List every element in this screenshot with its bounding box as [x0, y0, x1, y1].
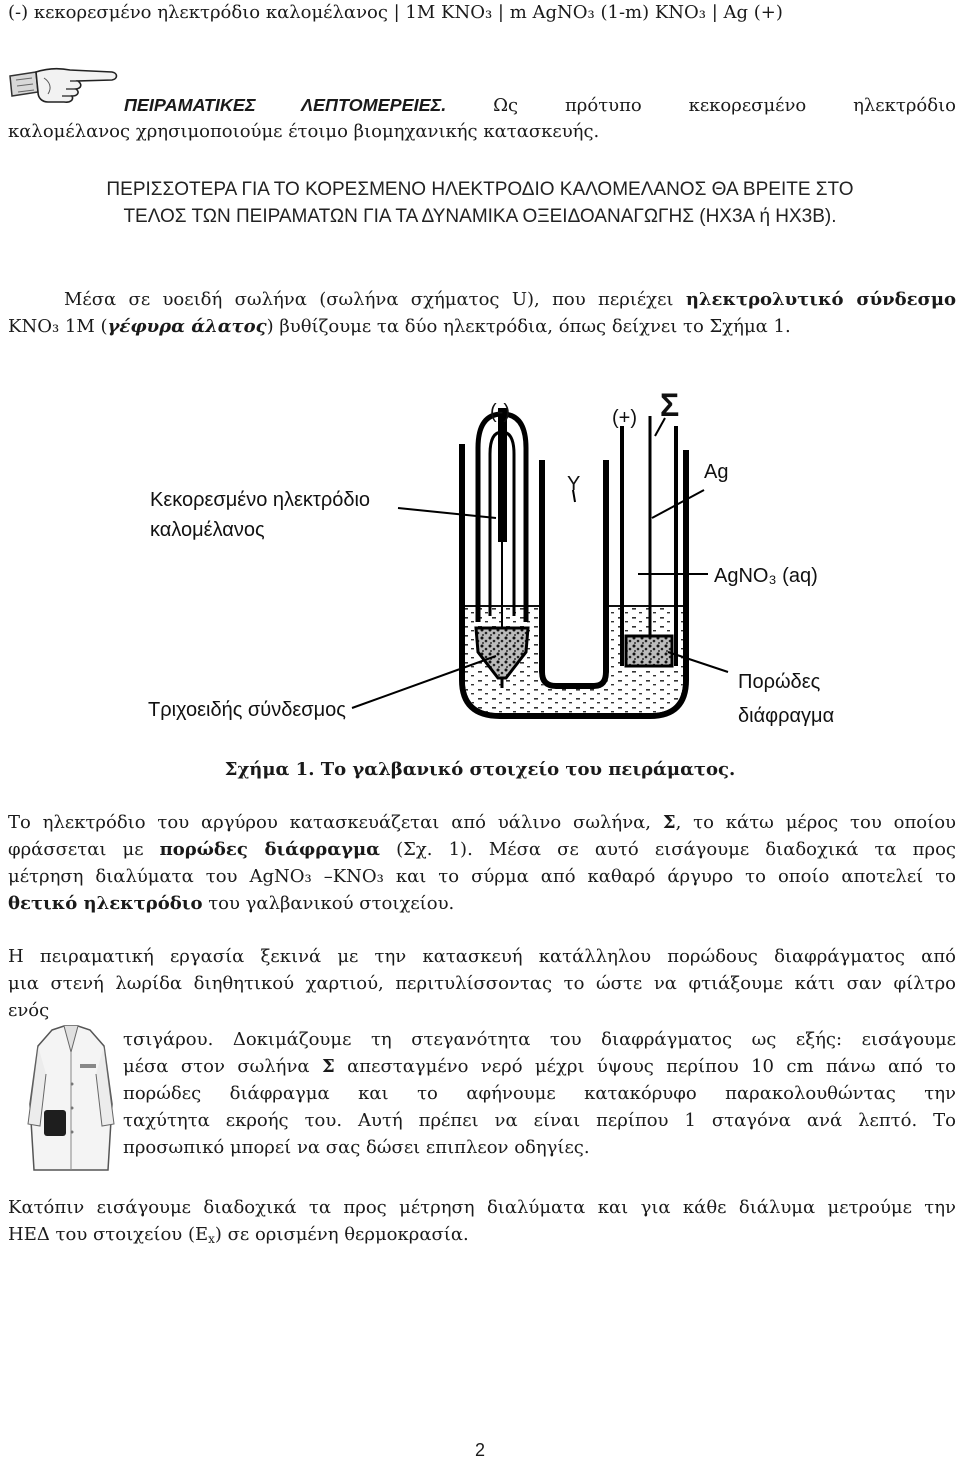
details-title: ΠΕΙΡΑΜΑΤΙΚΕΣ ΛΕΠΤΟΜΕΡΕΙΕΣ.: [124, 95, 447, 115]
label-ag: Ag: [704, 461, 729, 483]
lab-coat-icon: [24, 1024, 118, 1174]
label-agno3: AgNO₃ (aq): [714, 565, 818, 587]
para3-line-3: ενός: [8, 1000, 50, 1021]
label-sigma: Σ: [660, 387, 680, 423]
page-number: 2: [474, 1440, 485, 1460]
para1-line-2: KNO₃ 1M (γέφυρα άλατος) βυθίζουμε τα δύο ηλεκτρόδια, όπως δείχνει το Σχήμα 1.: [8, 316, 791, 337]
label-porous-2: διάφραγμα: [738, 705, 835, 727]
para2-line-2: φράσσεται με πορώδες διάφραγμα (Σχ. 1). Μέσα σε αυτό εισάγουμε διαδοχικά τα προς: [8, 839, 956, 860]
figure-caption: Σχήμα 1. Το γαλβανικό στοιχείο του πειράματος.: [224, 759, 736, 780]
para3-line-5: μέσα στον σωλήνα Σ απεσταγμένο νερό μέχρι ύψους περίπου 10 cm πάνω από το: [123, 1056, 956, 1077]
para3-line-1: Η πειραματική εργασία ξεκινά με την κατασκευή κατάλληλου πορώδους διαφράγματος από: [8, 946, 956, 967]
cell-notation: (-) κεκορεσμένο ηλεκτρόδιο καλομέλανος | 1M KNO₃ | m AgNO₃ (1-m) KNO₃ | Ag (+): [8, 2, 783, 23]
calomel-electrode: [476, 408, 528, 688]
para2-line-3: μέτρηση διαλύματα του AgNO₃ –KNO₃ και το σύρμα από καθαρό άργυρο το οποίο αποτελεί το: [8, 866, 956, 887]
details-line-1: ΠΕΙΡΑΜΑΤΙΚΕΣ ΛΕΠΤΟΜΕΡΕΙΕΣ. Ως πρότυπο κεκορεσμένο ηλεκτρόδιο: [124, 95, 956, 116]
label-minus: (-): [490, 401, 510, 423]
para3-line-7: ταχύτητα εκροής του. Αυτή πρέπει να είναι περίπου 1 σταγόνα ανά λεπτό. Το: [123, 1110, 956, 1131]
details-line-2: καλομέλανος χρησιμοποιούμε έτοιμο βιομηχανικής κατασκευής.: [8, 121, 600, 142]
para2-line-1: Το ηλεκτρόδιο του αργύρου κατασκευάζεται από υάλινο σωλήνα, Σ, το κάτω μέρος του οποίου: [8, 812, 956, 833]
note-line-2: ΤΕΛΟΣ ΤΩΝ ΠΕΙΡΑΜΑΤΩΝ ΓΙΑ ΤΑ ΔΥΝΑΜΙΚΑ ΟΞΕΙΔΟΑΝΑΓΩΓΗΣ (ΗΧ3Α ή ΗΧ3Β).: [123, 206, 837, 227]
para3-line-4: τσιγάρου. Δοκιμάζουμε τη στεγανότητα του διαφράγματος ως εξής: εισάγουμε: [123, 1029, 956, 1050]
label-y: Y: [567, 473, 581, 495]
label-calomel-1: Κεκορεσμένο ηλεκτρόδιο: [150, 489, 371, 511]
label-capillary: Τριχοειδής σύνδεσμος: [148, 699, 346, 721]
para1-line-1: Μέσα σε υοειδή σωλήνα (σωλήνα σχήματος U), που περιέχει ηλεκτρολυτικό σύνδεσμο: [64, 289, 957, 310]
para4-line-2: ΗΕΔ του στοιχείου $(E_x)$ σε ορισμένη θερμοκρασία.: [8, 1224, 469, 1246]
note-line-1: ΠΕΡΙΣΣΟΤΕΡΑ ΓΙΑ ΤΟ ΚΟΡΕΣΜΕΝΟ ΗΛΕΚΤΡΟΔΙΟ ΚΑΛΟΜΕΛΑΝΟΣ ΘΑ ΒΡΕΙΤΕ ΣΤΟ: [106, 179, 854, 200]
para4-line-1: Κατόπιν εισάγουμε διαδοχικά τα προς μέτρηση διαλύματα και για κάθε διάλυμα μετρούμε την: [8, 1197, 956, 1218]
para3-line-2: μια στενή λωρίδα διηθητικού χαρτιού, περιτυλίσσοντας το ώστε να φτιάξουμε κάτι σαν φίλτρο: [8, 973, 956, 994]
pointing-hand-icon: [8, 62, 120, 112]
para3-line-6: πορώδες διάφραγμα και το αφήνουμε κατακόρυφο παρακολουθώντας την: [123, 1083, 956, 1104]
para2-line-4: θετικό ηλεκτρόδιο του γαλβανικού στοιχείου.: [8, 893, 455, 914]
label-plus: (+): [612, 407, 637, 429]
label-porous-1: Πορώδες: [738, 671, 821, 693]
para3-line-8: προσωπικό μπορεί να σας δώσει επιπλεον οδηγίες.: [123, 1137, 590, 1158]
label-calomel-2: καλομέλανος: [150, 519, 265, 541]
galvanic-cell-figure: [0, 380, 960, 730]
